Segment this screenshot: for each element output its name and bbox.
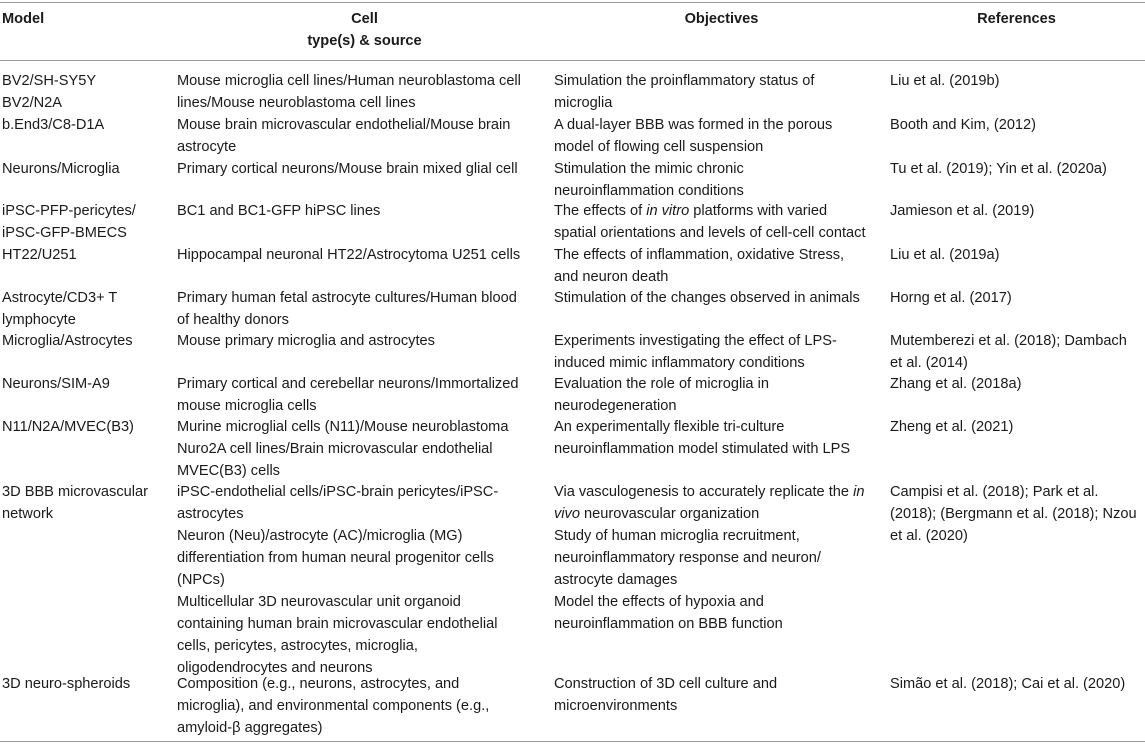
model-text: iPSC-PFP-pericytes/ [2, 203, 136, 219]
cell-type-text: astrocytes [177, 506, 244, 522]
cell-type-text: Primary cortical neurons/Mouse brain mixed glial cell [177, 161, 518, 177]
cell-type-text: Mouse brain microvascular endothelial/Mouse brain [177, 117, 511, 133]
objective-italic-fragment: in vitro [646, 203, 690, 219]
objective-text: An experimentally flexible tri-culture [554, 419, 785, 435]
objective-text: A dual-layer BBB was formed in the porous [554, 117, 833, 133]
reference-text: et al. (2020) [890, 528, 968, 544]
header-references: References [977, 11, 1056, 27]
cell-type-cell [177, 330, 551, 352]
objective-text: neuroinflammation conditions [554, 183, 744, 199]
objectives-cell [554, 200, 884, 244]
objective-text: neuroinflammatory response and neuron/ [554, 550, 821, 566]
model-text: Neurons/Microglia [2, 161, 120, 177]
reference-text: Simão et al. (2018); Cai et al. (2020) [890, 676, 1126, 692]
objective-text: neuroinflammation on BBB function [554, 616, 783, 632]
objective-text: Model the effects of hypoxia and [554, 594, 764, 610]
model-text: Neurons/SIM-A9 [2, 376, 110, 392]
model-text: b.End3/C8-D1A [2, 117, 105, 133]
references-cell [890, 373, 1143, 395]
objectives-cell [554, 416, 884, 460]
objectives-cell [554, 114, 884, 158]
objective-text: spatial orientations and levels of cell-cell contact [554, 225, 866, 241]
objectives-cell [554, 158, 884, 202]
objective-text: Stimulation of the changes observed in animals [554, 290, 860, 306]
objective-italic-fragment: in [853, 484, 865, 500]
references-cell [890, 158, 1143, 180]
model-text: iPSC-GFP-BMECS [2, 225, 127, 241]
cell-type-text: Primary cortical and cerebellar neurons/Immortalized [177, 376, 519, 392]
model-cell [2, 200, 174, 244]
objective-text: Simulation the proinflammatory status of [554, 73, 815, 89]
cell-type-cell [177, 200, 551, 222]
header-objectives: Objectives [684, 11, 759, 27]
references-cell [890, 114, 1143, 136]
cell-type-cell [177, 244, 551, 266]
reference-text: Liu et al. (2019b) [890, 73, 1000, 89]
cell-type-text: microglia), and environmental components (e.g., [177, 698, 490, 714]
objective-text: microenvironments [554, 698, 678, 714]
header-model: Model [2, 11, 45, 27]
cell-type-cell [177, 481, 551, 679]
reference-text: Zhang et al. (2018a) [890, 376, 1022, 392]
objective-text: and neuron death [554, 269, 669, 285]
header-separator-rule [0, 60, 1145, 61]
model-cell [2, 287, 174, 331]
cell-type-text: Primary human fetal astrocyte cultures/Human blood [177, 290, 517, 306]
references-cell [890, 70, 1143, 92]
model-text: BV2/SH-SY5Y [2, 73, 97, 89]
objective-text [554, 200, 884, 222]
cell-type-text: Hippocampal neuronal HT22/Astrocytoma U251 cells [177, 247, 521, 263]
model-text: BV2/N2A [2, 95, 63, 111]
header-cell-line2: type(s) & source [307, 33, 422, 49]
cell-type-text: Mouse microglia cell lines/Human neuroblastoma cell [177, 73, 521, 89]
objective-text: model of flowing cell suspension [554, 139, 764, 155]
model-text: Astrocyte/CD3+ T [2, 290, 118, 306]
cell-type-text: Nuro2A cell lines/Brain microvascular endothelial [177, 441, 493, 457]
objective-text: neurodegeneration [554, 398, 677, 414]
objective-text [554, 503, 884, 525]
objective-text: neuroinflammation model stimulated with LPS [554, 441, 851, 457]
objectives-cell [554, 287, 884, 309]
objective-italic-fragment: vivo [554, 506, 580, 522]
cell-type-text: iPSC-endothelial cells/iPSC-brain pericytes/iPSC- [177, 484, 499, 500]
model-cell [2, 373, 174, 395]
objective-text: microglia [554, 95, 613, 111]
reference-text: (2018); (Bergmann et al. (2018); Nzou [890, 506, 1137, 522]
reference-text: Mutemberezi et al. (2018); Dambach [890, 333, 1127, 349]
objectives-cell [554, 481, 884, 635]
cell-type-text: of healthy donors [177, 312, 289, 328]
table-bottom-rule [0, 741, 1145, 742]
cell-type-text: amyloid-β aggregates) [177, 720, 323, 736]
cell-type-cell [177, 287, 551, 331]
cell-type-text: Multicellular 3D neurovascular unit organoid [177, 594, 461, 610]
objective-fragment: platforms with varied [689, 203, 828, 219]
cell-type-text: containing human brain microvascular endothelial [177, 616, 498, 632]
model-cell [2, 114, 174, 136]
references-cell [890, 673, 1143, 695]
cell-type-text: cells, pericytes, astrocytes, microglia, [177, 638, 418, 654]
cell-type-cell [177, 158, 551, 180]
objective-text: astrocyte damages [554, 572, 678, 588]
references-cell [890, 244, 1143, 266]
model-text: Microglia/Astrocytes [2, 333, 133, 349]
objectives-cell [554, 673, 884, 717]
objective-text: The effects of inflammation, oxidative Stress, [554, 247, 845, 263]
model-text: lymphocyte [2, 312, 76, 328]
objective-text: Evaluation the role of microglia in [554, 376, 769, 392]
objectives-cell [554, 244, 884, 288]
model-cell [2, 70, 174, 114]
reference-text: Campisi et al. (2018); Park et al. [890, 484, 1099, 500]
objective-text: induced mimic inflammatory conditions [554, 355, 805, 371]
references-cell [890, 330, 1143, 374]
references-cell [890, 416, 1143, 438]
objective-text: Experiments investigating the effect of LPS- [554, 333, 837, 349]
model-text: N11/N2A/MVEC(B3) [2, 419, 134, 435]
model-text: 3D BBB microvascular [2, 484, 148, 500]
model-text: network [2, 506, 54, 522]
reference-text: Horng et al. (2017) [890, 290, 1012, 306]
cell-type-cell [177, 114, 551, 158]
objective-text: Study of human microglia recruitment, [554, 528, 800, 544]
cell-type-text: oligodendrocytes and neurons [177, 660, 373, 676]
references-cell [890, 481, 1143, 547]
model-cell [2, 416, 174, 438]
objectives-cell [554, 373, 884, 417]
model-cell [2, 244, 174, 266]
model-cell [2, 330, 174, 352]
cell-type-text: differentiation from human neural progenitor cells [177, 550, 494, 566]
references-cell [890, 287, 1143, 309]
objective-fragment: Via vasculogenesis to accurately replicate the [554, 484, 854, 500]
cell-type-text: Murine microglial cells (N11)/Mouse neuroblastoma [177, 419, 509, 435]
objective-text: Construction of 3D cell culture and [554, 676, 778, 692]
reference-text: Booth and Kim, (2012) [890, 117, 1037, 133]
reference-text: Tu et al. (2019); Yin et al. (2020a) [890, 161, 1107, 177]
cell-type-text: Neuron (Neu)/astrocyte (AC)/microglia (MG) [177, 528, 463, 544]
references-cell [890, 200, 1143, 222]
cell-type-cell [177, 373, 551, 417]
header-cell-line1: Cell [351, 11, 378, 27]
cell-type-cell [177, 416, 551, 482]
objectives-cell [554, 330, 884, 374]
model-text: HT22/U251 [2, 247, 77, 263]
cell-type-text: mouse microglia cells [177, 398, 317, 414]
cell-type-text: astrocyte [177, 139, 237, 155]
reference-text: Zheng et al. (2021) [890, 419, 1014, 435]
cell-type-text: (NPCs) [177, 572, 225, 588]
model-cell [2, 481, 174, 525]
objective-fragment: neurovascular organization [579, 506, 760, 522]
objectives-cell [554, 70, 884, 114]
header-cell-type-source [177, 8, 552, 52]
table-top-rule [0, 2, 1145, 3]
cell-type-text: BC1 and BC1-GFP hiPSC lines [177, 203, 381, 219]
cell-type-text: Composition (e.g., neurons, astrocytes, and [177, 676, 460, 692]
cell-type-text: lines/Mouse neuroblastoma cell lines [177, 95, 416, 111]
reference-text: Liu et al. (2019a) [890, 247, 1000, 263]
model-cell [2, 673, 174, 695]
objective-text [554, 481, 884, 503]
cell-type-cell [177, 673, 551, 739]
objective-fragment: The effects of [554, 203, 647, 219]
cell-type-cell [177, 70, 551, 114]
cell-type-text: MVEC(B3) cells [177, 463, 280, 479]
reference-text: Jamieson et al. (2019) [890, 203, 1035, 219]
objective-text: Stimulation the mimic chronic [554, 161, 744, 177]
model-text: 3D neuro-spheroids [2, 676, 131, 692]
reference-text: et al. (2014) [890, 355, 968, 371]
cell-type-text: Mouse primary microglia and astrocytes [177, 333, 435, 349]
model-cell [2, 158, 174, 180]
